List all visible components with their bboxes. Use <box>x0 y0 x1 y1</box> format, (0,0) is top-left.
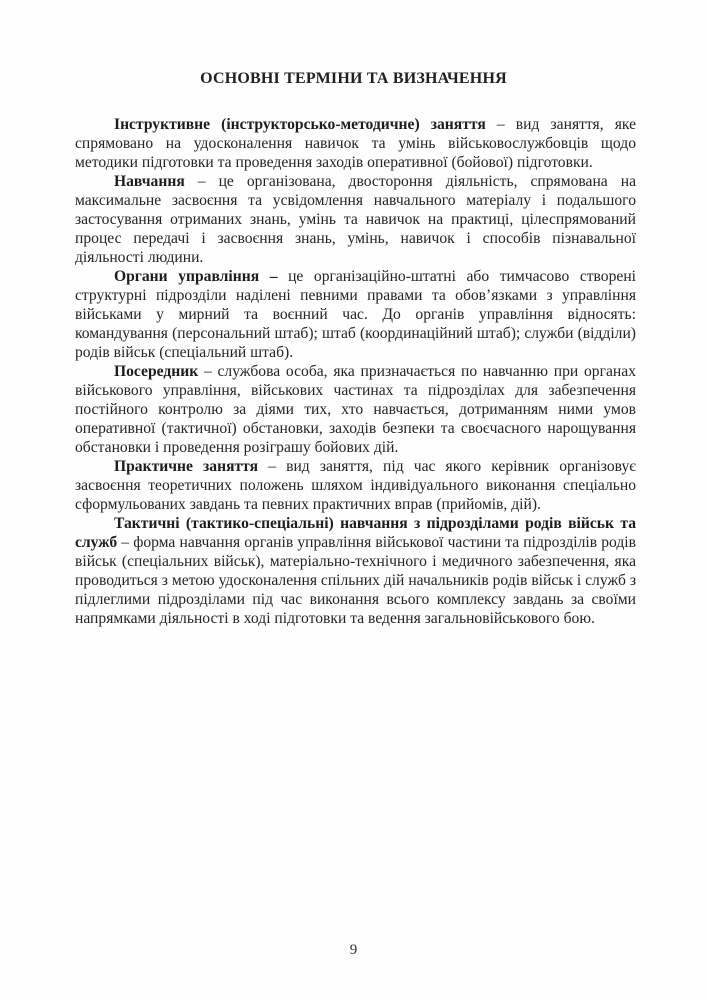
document-body <box>75 115 636 628</box>
definition-paragraph <box>75 362 636 457</box>
definition-text: – службова особа, яка призначається по навчанню при органах військового управління, військових частинах та підрозділах для забезпечення постійного контролю за діями тих, хто навчається, дотриманням ними умов оперативної (тактичної) обстановки, заходів безпеки та своєчасного нарощування обстановки і проведення розіграшу бойових дій. <box>75 363 636 456</box>
definition-paragraph <box>75 267 636 362</box>
definition-paragraph <box>75 115 636 172</box>
definition-text: – це організована, двостороння діяльність, спрямована на максимальне засвоєння та усвідомлення навчального матеріалу і подальшого застосування отриманих знань, умінь та навичок на практиці, цілеспрямований процес передачі і засвоєння знань, умінь, навичок і способів пізнавальної діяльності людини. <box>75 173 637 266</box>
definition-term: Інструктивне (інструкторсько-методичне) заняття <box>114 116 486 133</box>
definition-term: Практичне заняття <box>114 458 259 475</box>
definition-text: це організаційно-штатні або тимчасово створені структурні підрозділи наділені певними правами та обов’язками з управління військами у мирний та воєнний час. До органів управління відносять: командування (персональний штаб); штаб (координаційний штаб); служби (відділи) родів військ (спеціальний штаб). <box>75 268 637 361</box>
definition-term: Тактичні (тактико-спеціальні) навчання з підрозділами родів військ та служб <box>75 515 636 551</box>
definition-term: Органи управління – <box>114 268 278 285</box>
definition-paragraph <box>75 514 636 628</box>
page-title: ОСНОВНІ ТЕРМІНИ ТА ВИЗНАЧЕННЯ <box>200 70 507 87</box>
definition-paragraph <box>75 172 636 267</box>
definition-text: – вид заняття, яке спрямовано на удосконалення навичок та умінь військовослужбовців щодо методики підготовки та проведення заходів оперативної (бойової) підготовки. <box>75 116 636 171</box>
page-number: 9 <box>349 942 358 958</box>
definition-text: – вид заняття, під час якого керівник організовує засвоєння теоретичних положень шляхом індивідуального виконання спеціально сформульованих завдань та певних практичних вправ (прийомів, дій). <box>75 458 636 513</box>
definition-term: Навчання <box>114 173 185 190</box>
definition-paragraph <box>75 457 636 514</box>
definition-text: – форма навчання органів управління військової частини та підрозділів родів військ (спеціальних військ), матеріально-технічного і медичного забезпечення, яка проводиться з метою удосконалення спільних дій начальників родів військ і служб з підлеглими підрозділами під час виконання всього комплексу завдань за своїми напрямками діяльності в ході підготовки та ведення загальновійськового бою. <box>75 534 636 627</box>
definition-term: Посередник <box>114 363 199 380</box>
